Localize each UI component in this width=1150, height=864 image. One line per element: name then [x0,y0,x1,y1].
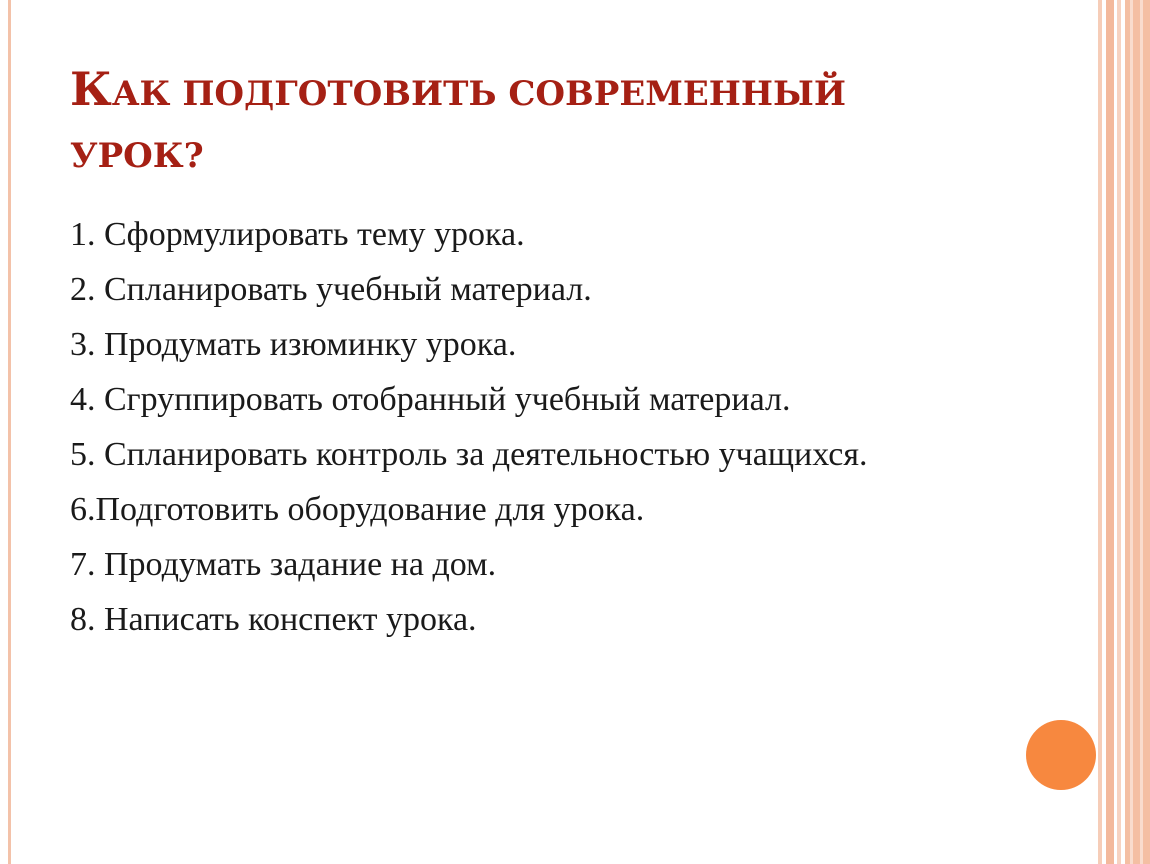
list-item: 8. Написать конспект урока. [70,601,477,638]
right-decor-stripe [1098,0,1102,864]
list-item: 2. Спланировать учебный материал. [70,271,592,308]
title-capital-letter: К [70,62,112,116]
left-border-line [8,0,11,864]
list-item: 4. Сгруппировать отобранный учебный материал. [70,381,791,418]
list-item: 6.Подготовить оборудование для урока. [70,491,645,528]
list-item: 3. Продумать изюминку урока. [70,326,517,363]
right-decor-stripe [1140,0,1143,864]
title-line-2: УРОК? [70,136,204,176]
list-item: 5. Спланировать контроль за деятельностью учащихся. [70,436,868,473]
right-decor-stripe [1117,0,1121,864]
steps-list [70,210,1050,650]
slide-title [70,58,970,187]
title-line-1-rest: АК ПОДГОТОВИТЬ СОВРЕМЕННЫЙ [111,74,847,114]
right-decor-stripe [1106,0,1114,864]
orange-circle-decoration [1026,720,1096,790]
title-line-1 [70,58,970,125]
right-decor-stripe [1125,0,1150,864]
right-decor-stripe [1130,0,1133,864]
list-item: 1. Сформулировать тему урока. [70,216,525,253]
list-item: 7. Продумать задание на дом. [70,546,497,583]
